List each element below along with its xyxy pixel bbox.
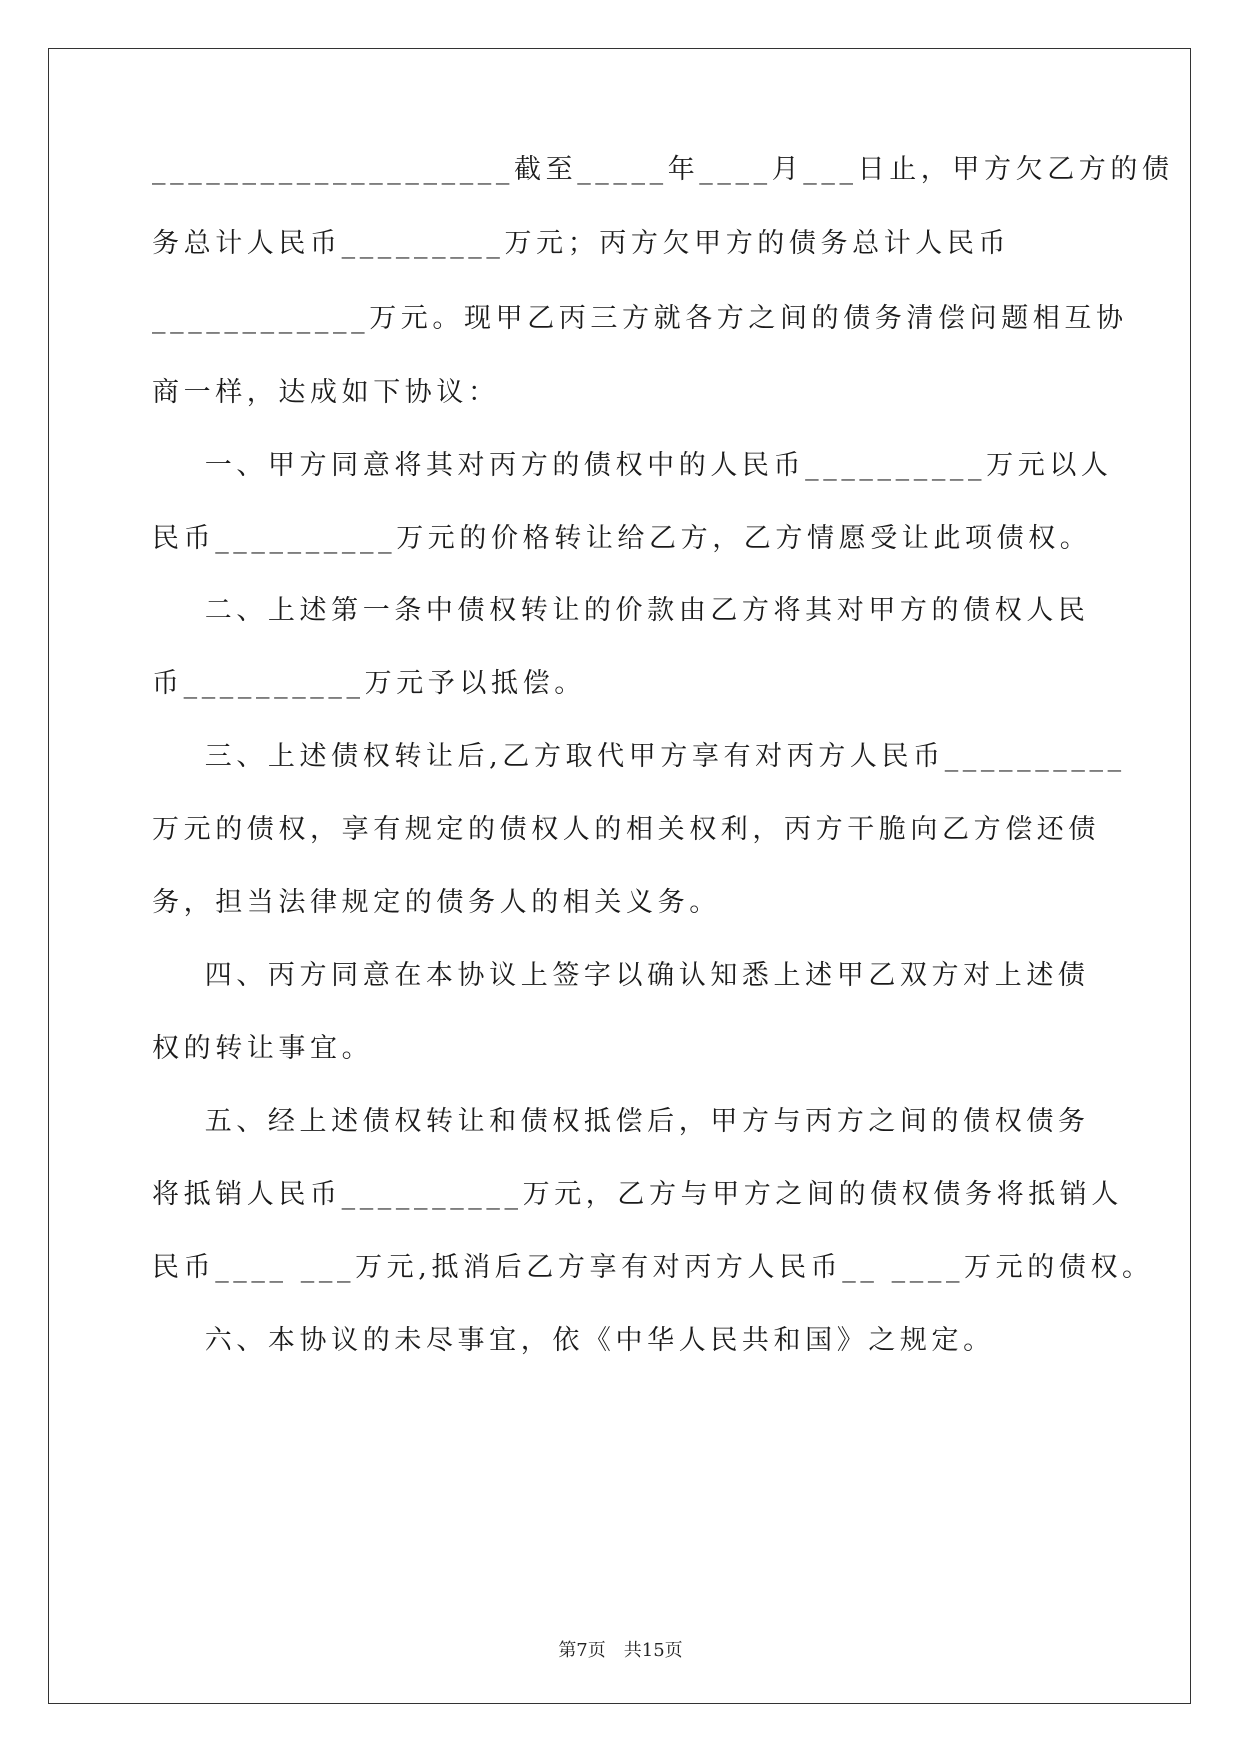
text-line: 五、经上述债权转让和债权抵偿后，甲方与丙方之间的债权债务 <box>152 1106 1090 1137</box>
text-line: 三、上述债权转让后,乙方取代甲方享有对丙方人民币__________ <box>152 741 1126 772</box>
text-line: 商一样，达成如下协议： <box>152 377 500 408</box>
text-line: 务总计人民币_________万元；丙方欠甲方的债务总计人民币 <box>152 228 1011 259</box>
text-line: 权的转让事宜。 <box>152 1033 374 1064</box>
text-line: 二、上述第一条中债权转让的价款由乙方将其对甲方的债权人民 <box>152 595 1090 626</box>
text-line: 一、甲方同意将其对丙方的债权中的人民币__________万元以人 <box>152 450 1113 481</box>
text-line: 六、本协议的未尽事宜，依《中华人民共和国》之规定。 <box>152 1325 995 1356</box>
page-border <box>48 48 1191 1704</box>
text-line: 币__________万元予以抵偿。 <box>152 668 586 699</box>
text-line: 万元的债权，享有规定的债权人的相关权利，丙方干脆向乙方偿还债 <box>152 814 1100 845</box>
text-line: 将抵销人民币__________万元，乙方与甲方之间的债权债务将抵销人 <box>152 1179 1123 1210</box>
text-line: ____________万元。现甲乙丙三方就各方之间的债务清偿问题相互协 <box>152 303 1128 334</box>
text-line: 民币__________万元的价格转让给乙方，乙方情愿受让此项债权。 <box>152 523 1092 554</box>
page-footer: 第7页 共15页 <box>558 1640 683 1661</box>
text-line: ____________________截至_____年____月___日止，甲方欠乙方的债 <box>152 154 1174 185</box>
text-line: 务，担当法律规定的债务人的相关义务。 <box>152 887 721 918</box>
text-line: 民币____ ___万元,抵消后乙方享有对丙方人民币__ ____万元的债权。 <box>152 1252 1154 1283</box>
text-line: 四、丙方同意在本协议上签字以确认知悉上述甲乙双方对上述债 <box>152 960 1090 991</box>
